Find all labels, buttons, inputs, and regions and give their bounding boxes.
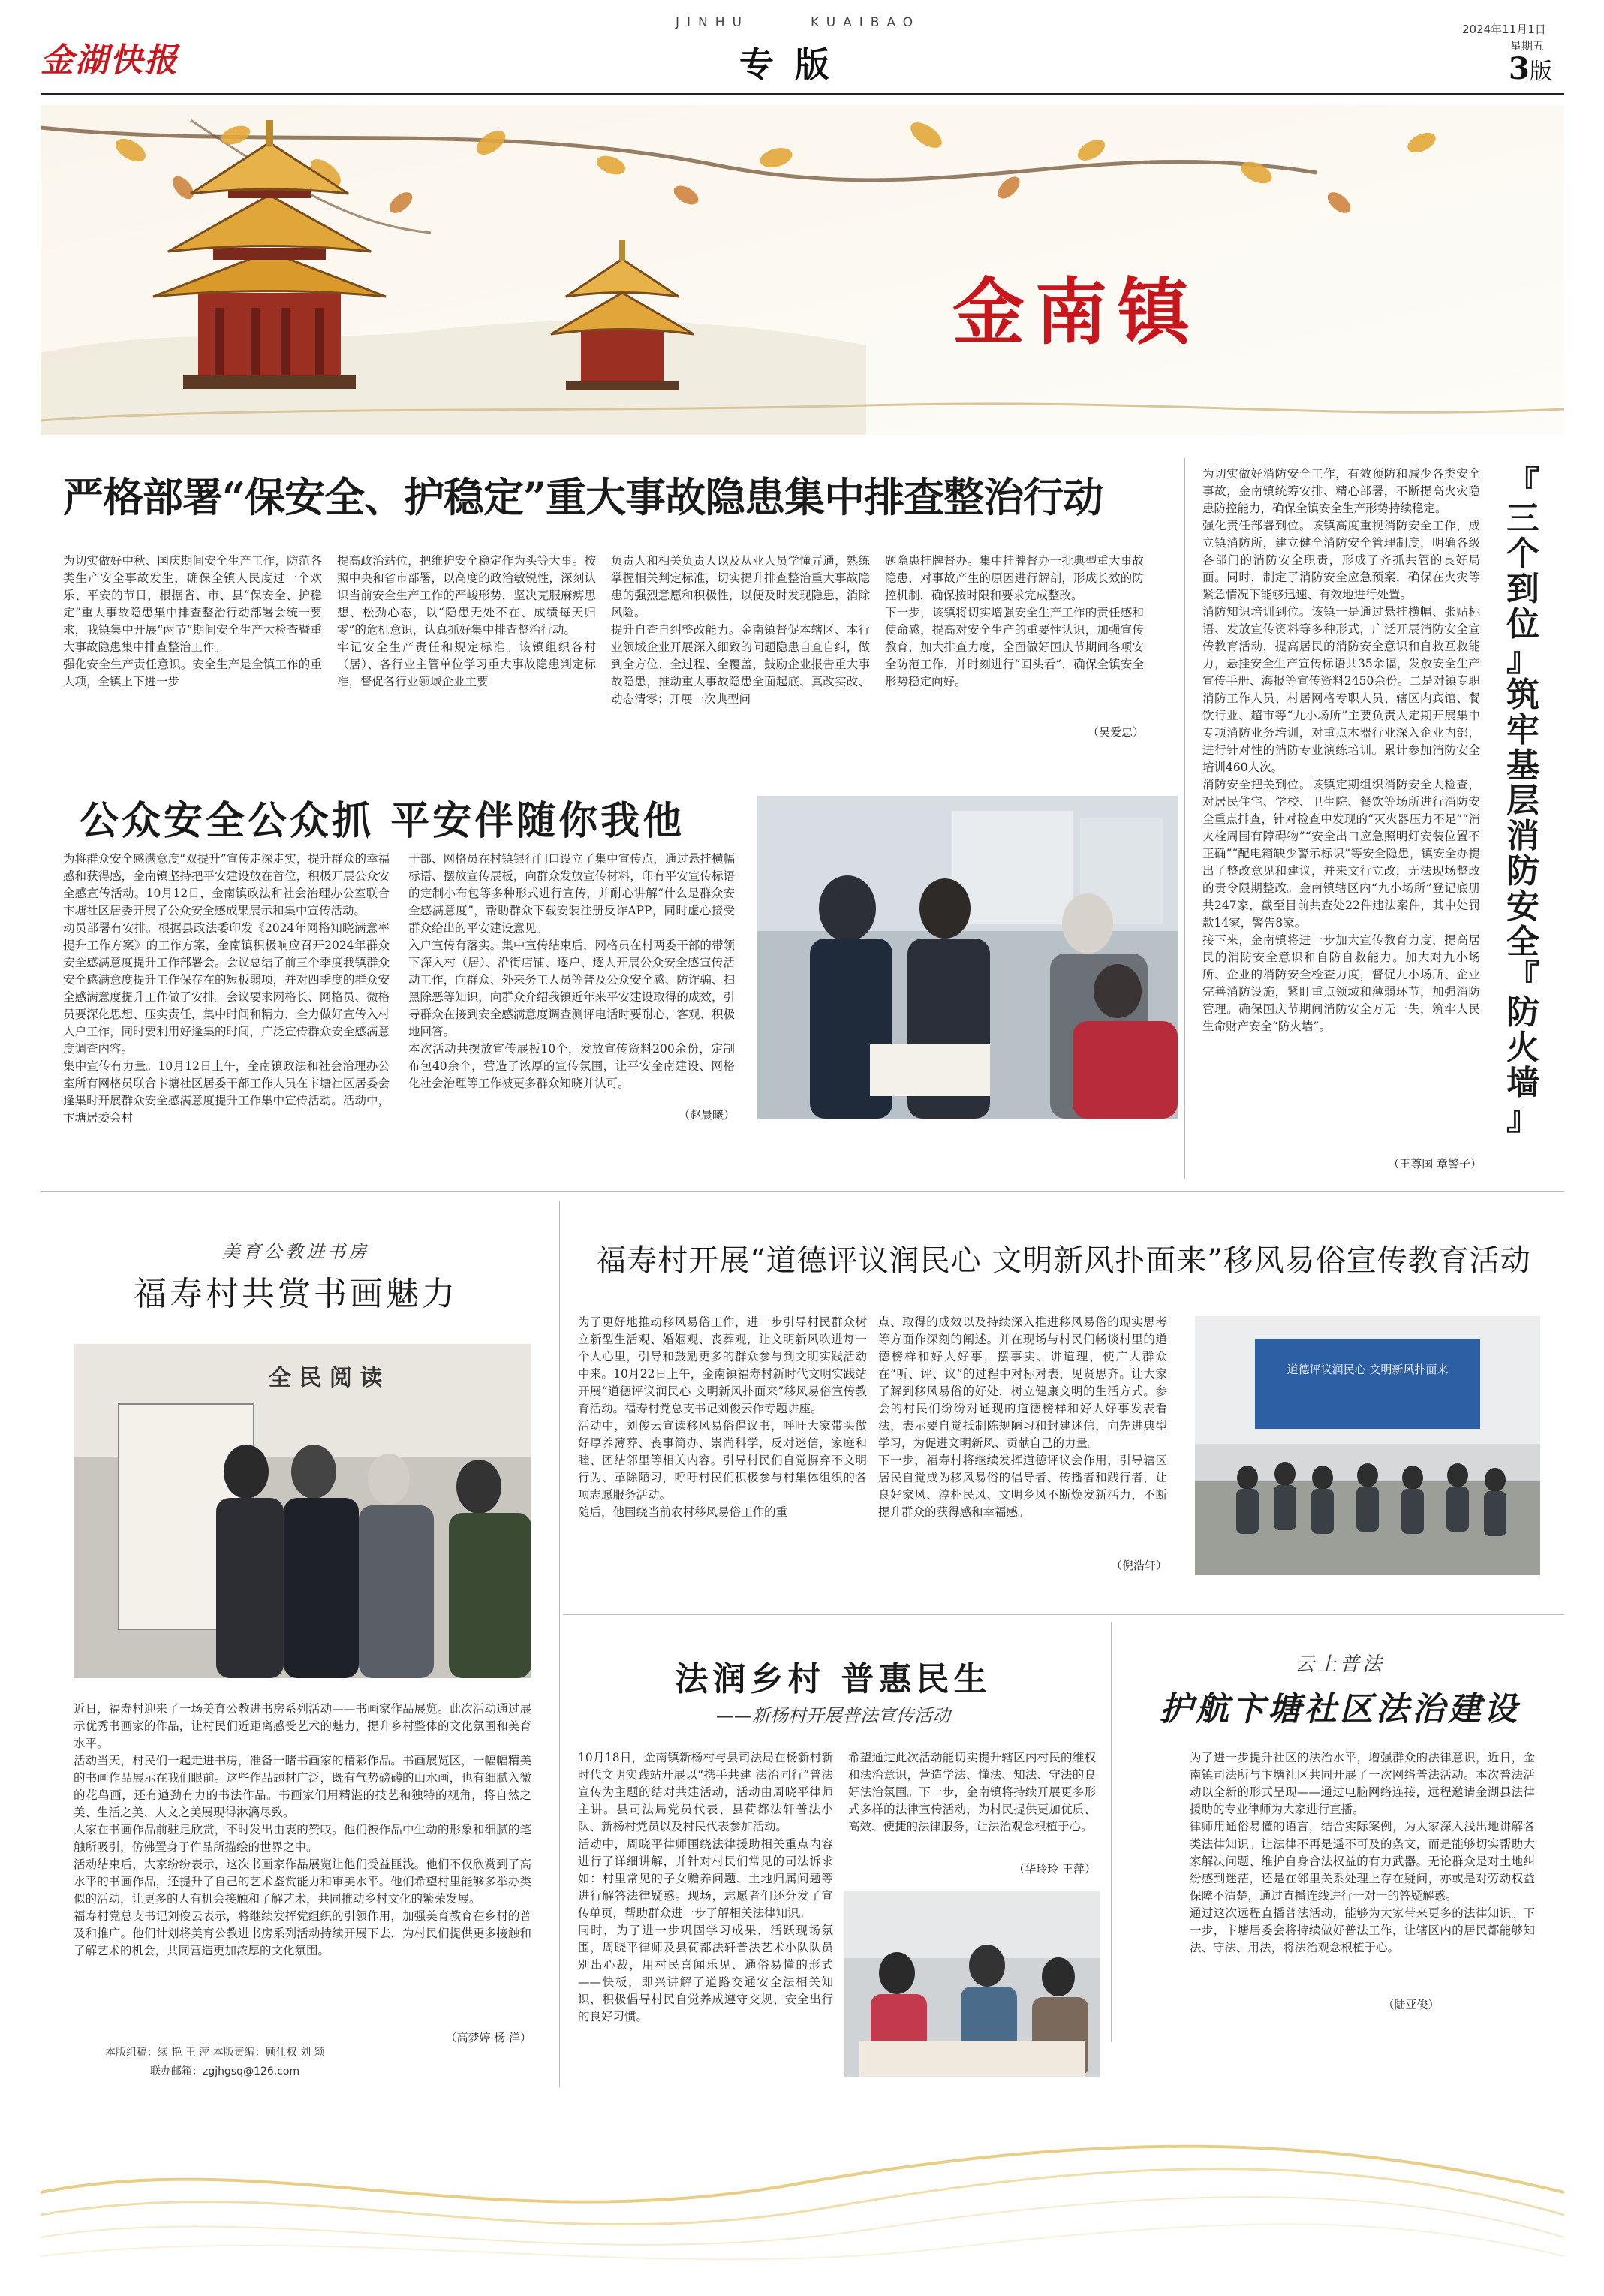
masthead-pinyin-left: JINHU [676,15,749,30]
article-safety-inspection-col4: 题隐患挂牌督办。集中挂牌督办一批典型重大事故隐患，对事故产生的原因进行解剖，形成长效的防控机制，确保按时限和要求完成整改。 下一步，该镇将切实增强安全生产工作的责任感和使命感，提高对安全生产的重要性认识，加强宣传教育，加大排查力度，全面做好国庆节期间各项安全防范工作，并时刻进行“回头看”，确保全镇安全形势稳定向好。 [885,554,1144,688]
column-divider [1111,1622,1112,2042]
article-civility-col2: 点、取得的成效以及持续深入推进移风易俗的现实思考等方面作深刻的阐述。并在现场与村民们畅谈村里的道德榜样和好人好事，摆事实、讲道理，使广大群众在“听、评、议”的过程中对标对表，见贤思齐。让大家了解到移风易俗的好处，树立健康文明的生活方式。参会的村民们纷纷对通现的道德榜样和好人好事发表看法，表示要自觉抵制陈规陋习和封建迷信，向先进典型学习，为促进文明新风、贡献自己的力量。 下一步，福寿村将继续发挥道德评议会作用，引导辖区居民自觉成为移风易俗的倡导者、传播者和践行者，让良好家风、淳朴民风、文明乡风不断焕发新活力，不断提升群众的获得感和幸福感。 [878,1315,1167,1519]
article-fire-safety-byline: （王尊国 章警子） [1388,1157,1482,1171]
photo-law-village-image [844,1891,1100,2077]
article-safety-inspection-col1: 为切实做好中秋、国庆期间安全生产工作，防范各类生产安全事故发生，确保全镇人民度过一个欢乐、平安的节日，根据省、市、县“保安全、护稳定”重大事故隐患集中排查整治行动部署会统一要求，我镇集中开展“两节”期间安全生产大检查暨重大事故隐患集中排查整治工作。 强化安全生产责任意识。安全生产是全镇工作的重大项，全镇上下进一步 [63,554,322,688]
title-char: 全 [1506,923,1539,961]
masthead-rule [41,93,1564,95]
article-public-security-col1: 为将群众安全感满意度“双提升”宣传走深走实，提升群众的幸福感和获得感，金南镇坚持把平安建设放在首位，积极开展公众安全感宣传活动。10月12日，金南镇政法和社会治理办公室联合卞塘社区居委开展了公众安全感成果展示和集中宣传活动。 动员部署有安排。根据县政法委印发《2024年网格知晓满意率提升工作方案》的工作方案，金南镇积极响应召开2024年群众安全感满意度提升工作部署会。会议总结了前三个季度我镇群众安全感满意度提升工作保存在的短板弱项，并对四季度的群众安全感满意度提升工作做了安排。会议要求网格长、网格员、微格员要深化思想、压实责任，集中时间和精力，全力做好宣传入村入户工作，同时要利用好逢集的时间，广泛宣传群众安全感满意度调查内容。 集中宣传有力量。10月12日上午，金南镇政法和社会治理办公室所有网格员联合卞塘社区居委干部工作人员在卞塘社区居委会逢集时开展群众安全感满意度提升工作集中宣传活动。活动中，卞塘居委会村 [63,852,390,1125]
article-law-village [563,1622,1103,2087]
article-civility [563,1198,1564,1603]
article-safety-inspection-col2: 提高政治站位，把维护安全稳定作为头等大事。按照中央和省市部署，以高度的政治敏锐性，深刻认识当前安全生产工作的严峻形势，坚决克服麻痹思想、松劲心态，以“隐患无处不在、成绩每天归零”的危机意识，认真抓好集中排查整治行动。 牢记安全生产责任和规定标准。该镇组织各村（居）、各行业主管单位学习重大事故隐患判定标准，督促各行业领域企业主要 [337,554,596,688]
title-char: 『 [1506,464,1539,502]
title-char: 筑 [1506,676,1539,714]
photo-law-village [844,1891,1100,2077]
section-divider [563,1614,1564,1615]
article-safety-inspection-byline: （吴爱忠） [1087,725,1144,739]
article-public-security-col2: 干部、网格员在村镇银行门口设立了集中宣传点，通过悬挂横幅标语、摆放宣传展板，向群众发放宣传材料，印有平安宣传标语的定制小布包等多种形式进行宣传，并耐心讲解“什么是群众安全感满意度”，帮助群众下载安装注册反诈APP，同时虚心接受群众给出的平安建设意见。 入户宣传有落实。集中宣传结束后，网格员在村两委干部的带领下深入村（居）、沿街店铺、逐户、逐人开展公众安全感宣传活动工作，向群众、外来务工人员等普及公众安全感、防诈骗、扫黑除恶等知识，向群众介绍我镇近年来平安建设取得的成效，引导群众在接到安全感满意度调查测评电话时要耐心、客观、积极地回答。 本次活动共摆放宣传展板10个，发放宣传资料200余份，定制布包40余个，营造了浓厚的宣传氛围，让平安金南建设、网格化社会治理等工作被更多群众知晓并认可。 [408,852,735,1090]
masthead-logo: 金湖快报 [41,41,179,80]
page-number-digit: 3 [1509,51,1530,86]
article-cloud-law-title: 护航卞塘社区法治建设 [1160,1690,1520,1728]
masthead-pinyin-right: KUAIBAO [811,15,921,30]
title-char: 墙 [1506,1064,1539,1102]
article-safety-inspection-col3: 负责人和相关负责人以及从业人员学懂弄通，熟练掌握相关判定标准，切实提升排查整治重大事故隐患的强烈意愿和积极性，以便及时发现隐患，消除风险。 提升自查自纠整改能力。金南镇督促本辖区、本行业领域企业开展深入细致的问题隐患自查自纠，做到全方位、全过程、全覆盖，鼓励企业报告重大事故隐患，推动重大事故隐患全面起底、真改实改、动态清零；开展一次典型问 [611,554,870,706]
footer-editors: 本版组稿：续 艳 王 萍 本版责编：顾仕权 刘 颖 [105,2047,325,2059]
article-safety-inspection [41,450,1196,743]
article-calligraphy-byline: （高梦婷 杨 洋） [445,2031,531,2044]
section-divider [41,1191,1564,1192]
title-char: 层 [1506,782,1539,820]
photo-civility-meeting-image [1195,1316,1540,1575]
title-char: 到 [1506,570,1539,608]
section-title: 专 版 [739,44,835,85]
photo-security-campaign [757,796,1178,1119]
title-char: 安 [1506,887,1539,926]
photo-civility-banner: 道德评议润民心 文明新风扑面来 [1287,1363,1449,1376]
article-fire-safety [1196,450,1564,1186]
article-fire-safety-title [1497,466,1549,1136]
page-number [1509,51,1552,86]
article-civility-byline: （倪浩轩） [1110,1559,1167,1572]
photo-calligraphy-exhibit-image [74,1344,531,1678]
footer-email: 联办邮箱：zgjhgsq@126.com [150,2065,300,2078]
title-char: 消 [1506,817,1539,855]
title-char: 位 [1506,605,1539,643]
article-safety-inspection-title: 严格部署“保安全、护稳定”重大事故隐患集中排查整治行动 [63,473,1103,521]
title-char: 防 [1506,852,1539,890]
title-char: 』 [1506,1099,1539,1137]
photo-calligraphy-sign: 全 民 阅 读 [269,1365,383,1391]
article-law-village-byline: （华玲玲 王萍） [1013,1862,1096,1876]
title-char: 火 [1506,1029,1539,1067]
article-law-village-col1: 10月18日，金南镇新杨村与县司法局在杨新村新时代文明实践站开展以“携手共建 法治同行”普法宣传为主题的结对共建活动，活动由周晓平律师主讲。县司法局党员代表、县荷都法轩普法小队、新杨村党员以及村民代表参加活动。 活动中，周晓平律师围绕法律援助相关重点内容进行了详细讲解，并针对村民们常见的司法诉求如：村里常见的子女赡养问题、土地归属问题等进行解答法律疑惑。现场，志愿者们还分发了宣传单页，帮助群众进一步了解相关法律知识。 同时，为了进一步巩固学习成果，活跃现场氛围，周晓平律师及县荷都法轩普法艺术小队队员别出心裁，用村民喜闻乐见、通俗易懂的形式——快板，即兴讲解了道路交通安全法相关知识，积极倡导村民自觉养成遵守交规、安全出行的良好习惯。 [578,1751,833,2023]
title-char: 『 [1506,958,1539,996]
footer-decoration [41,2102,1564,2282]
article-law-village-col2: 希望通过此次活动能切实提升辖区内村民的维权和法治意识，营造学法、懂法、知法、守法的良好法治氛围。下一步，金南镇将持续开展更多形式多样的法律宣传活动，为村民提供更加优质、高效、便捷的法律服务，让法治观念根植于心。 [848,1751,1096,1833]
title-char: 个 [1506,535,1539,573]
article-public-security-title: 公众安全公众抓 平安伴随你我他 [80,798,685,844]
article-civility-title: 福寿村开展“道德评议润民心 文明新风扑面来”移风易俗宣传教育活动 [596,1243,1531,1278]
article-civility-col1: 为了更好地推动移风易俗工作，进一步引导村民群众树立新型生活观、婚姻观、丧葬观，让文明新风吹进每一个人心里，引导和鼓励更多的群众参与到文明实践活动中来。10月22日上午，金南镇福寿村新时代文明实践站开展“道德评议润民心 文明新风扑面来”移风易俗宣传教育活动。福寿村党总支书记刘俊云作专题讲座。 活动中，刘俊云宣读移风易俗倡议书，呼吁大家带头做好厚养薄葬、丧事简办、崇尚科学，反对迷信，家庭和睦、团结邻里等相关内容。引导村民们自觉摒弃不文明行为、革除陋习，呼吁村民们积极参与村集体组织的各项志愿服务活动。 随后，他围绕当前农村移风易俗工作的重 [578,1315,867,1519]
article-calligraphy [41,1198,551,2053]
photo-calligraphy-exhibit [74,1344,531,1678]
photo-civility-meeting [1195,1316,1540,1575]
title-char: 三 [1506,499,1539,538]
page-number-suffix: 版 [1529,59,1552,85]
article-calligraphy-kicker: 美育公教进书房 [222,1241,369,1262]
footer-decoration-waves [41,2102,1564,2282]
article-public-security [41,777,1181,1186]
column-divider [1184,458,1185,1179]
issue-weekday: 星期五 [1510,39,1545,53]
banner-illustration [41,105,1564,435]
article-fire-safety-text: 为切实做好消防安全工作，有效预防和减少各类安全事故，金南镇统筹安排、精心部署，不断提高火灾隐患防控能力，确保全镇安全生产形势持续稳定。 强化责任部署到位。该镇高度重视消防安全工作，成立镇消防所，建立健全消防安全管理制度，明确各级各部门的消防安全职责，形成了齐抓共管的良好局面。同时，制定了消防安全应急预案，确保在火灾等紧急情况下能够迅速、有效地进行处置。 消防知识培训到位。该镇一是通过悬挂横幅、张贴标语、发放宣传资料等多种形式，广泛开展消防安全宣传教育活动，提高居民的消防安全意识和自救互救能力，悬挂安全生产宣传标语共35余幅，发放安全生产宣传手册、海报等宣传资料2450余份。二是对镇专职消防工作人员、村居网格专职人员、辖区内宾馆、餐饮行业、超市等“九小场所”主要负责人定期开展集中专项消防业务培训，对重点木器行业深入企业内部，进行针对性的消防专业演练培训。累计参加消防安全培训460人次。 消防安全把关到位。该镇定期组织消防安全大检查，对居民住宅、学校、卫生院、餐饮等场所进行消防安全重点排查，针对检查中发现的“灭火器压力不足”“消火栓周围有障碍物”“安全出口应急照明灯安装位置不正确”“配电箱缺少警示标识”等安全隐患，镇安全办提出了整改意见和建议，并来文行立改，无法现场整改的责令限期整改。金南镇辖区内“九小场所”登记底册共247家，截至目前共查处22件违法案件，其中处罚款14家，警告8家。 接下来，金南镇将进一步加大宣传教育力度，提高居民的消防安全意识和自防自救能力。加大对九小场所、企业的消防安全检查力度，督促九小场所、企业完善消防设施，紧盯重点领域和薄弱环节，加强消防管理。确保国庆节期间消防安全万无一失，筑牢人民生命财产安全“防火墙”。 [1202,467,1480,1033]
title-char: 防 [1506,993,1539,1032]
article-calligraphy-title: 福寿村共赏书画魅力 [134,1275,458,1313]
article-cloud-law-byline: （陆亚俊） [1383,1998,1440,2011]
article-law-village-title: 法润乡村 普惠民生 [675,1660,992,1698]
column-divider [559,1201,560,2087]
title-char: 牢 [1506,711,1539,749]
article-public-security-byline: （赵晨曦） [678,1108,735,1122]
banner [41,105,1564,435]
banner-title: 金南镇 [952,270,1200,354]
article-law-village-subtitle: ——新杨村开展普法宣传活动 [716,1705,950,1726]
issue-date: 2024年11月1日 [1462,23,1546,36]
title-char: 基 [1506,746,1539,785]
title-char: 』 [1506,640,1539,679]
photo-security-campaign-image [757,796,1178,1119]
article-cloud-law-text: 为了进一步提升社区的法治水平，增强群众的法律意识，近日，金南镇司法所与卞塘社区共同开展了一次网络普法活动。本次普法活动以全新的形式呈现——通过电脑网络连接，远程邀请金湖县法律援助的专业律师为大家进行直播。 律师用通俗易懂的语言，结合实际案例，为大家深入浅出地讲解各类法律知识。让法律不再是遥不可及的条文，而是能够切实帮助大家解决问题、维护自身合法权益的有力武器。无论群众是对土地纠纷感到迷茫，还是在邻里关系处理上存在疑问，亦或是对劳动权益保障不清楚，通过直播连线进行一对一的答疑解惑。 通过这次远程直播普法活动，能够为大家带来更多的法律知识。下一步，卞塘居委会将持续做好普法工作，让辖区内的居民都能够知法、守法、用法，将法治观念根植于心。 [1190,1751,1535,1954]
article-calligraphy-text: 近日，福寿村迎来了一场美育公教进书房系列活动——书画家作品展览。此次活动通过展示优秀书画家的作品，让村民们近距离感受艺术的魅力，提升乡村整体的文化氛围和美育水平。 活动当天，村民们一起走进书房，准备一睹书画家的精彩作品。书画展览区，一幅幅精美的书画作品展示在我们眼前。这些作品题材广泛，既有气势磅礴的山水画，也有细腻入微的花鸟画，还有遒劲有力的书法作品。书画家们用精湛的技艺和独特的视角，将自然之美、生活之美、人文之美展现得淋漓尽致。 大家在书画作品前驻足欣赏，不时发出由衷的赞叹。他们被作品中生动的形象和细腻的笔触所吸引，仿佛置身于作品所描绘的世界之中。 活动结束后，大家纷纷表示，这次书画家作品展览让他们受益匪浅。他们不仅欣赏到了高水平的书画作品，还提升了自己的艺术鉴赏能力和审美水平。他们希望村里能够多举办类似的活动，让更多的人有机会接触和了解艺术，共同推动乡村文化的繁荣发展。 福寿村党总支书记刘俊云表示，将继续发挥党组织的引领作用，加强美育教育在乡村的普及和推广。他们计划将美育公教进书房系列活动持续开展下去，为村民们提供更多接触和了解艺术的机会，共同营造更加浓厚的文化氛围。 [74,1702,531,1957]
masthead [0,0,1604,105]
article-cloud-law-kicker: 云上普法 [1294,1653,1385,1676]
article-cloud-law [1115,1622,1565,2042]
